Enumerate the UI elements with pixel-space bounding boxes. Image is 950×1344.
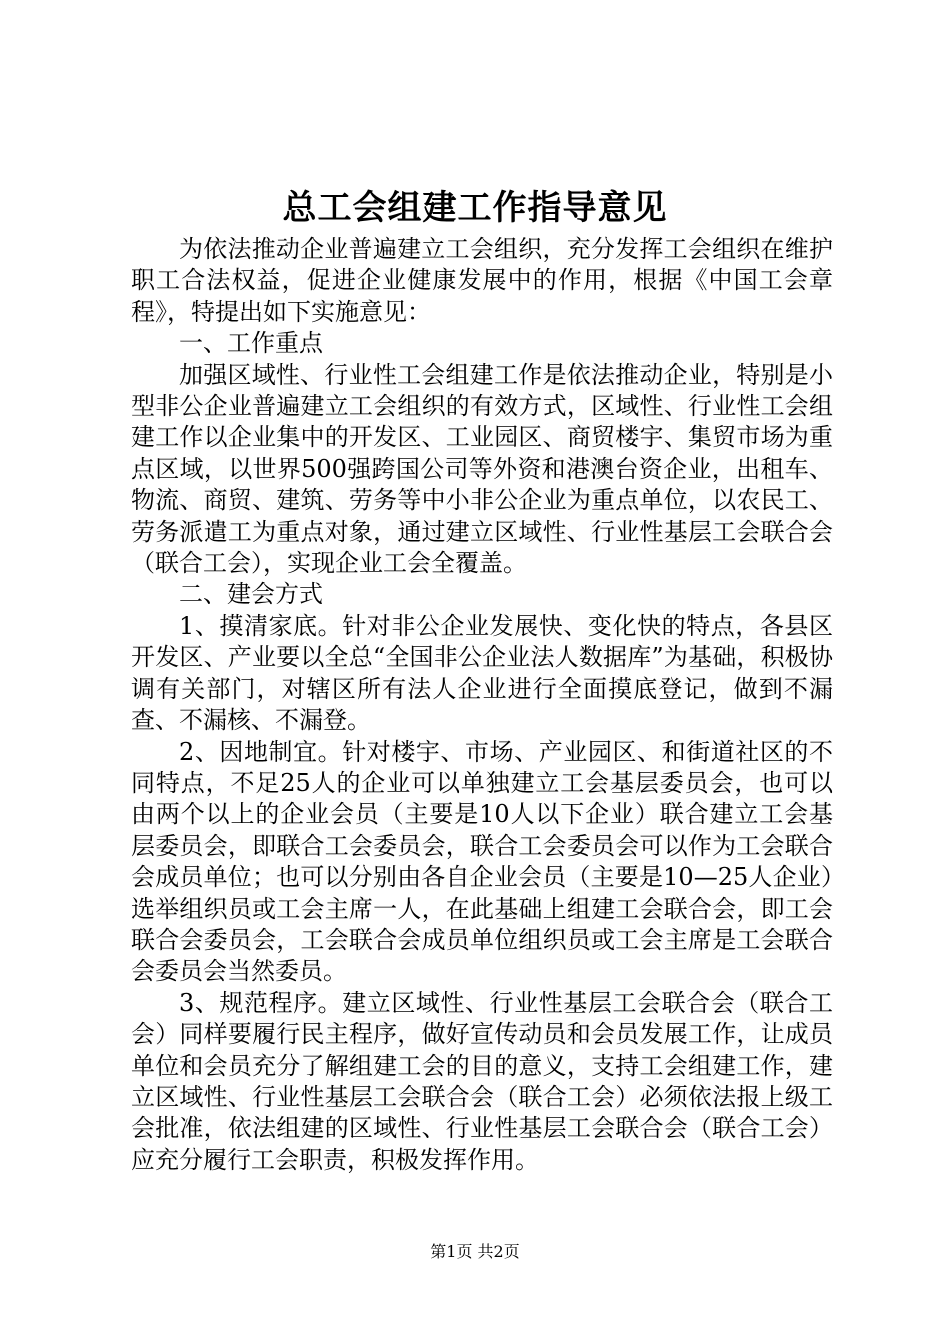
document-body bbox=[131, 234, 833, 1176]
page-footer: 第1页 共2页 bbox=[430, 1242, 520, 1261]
section-heading-work-focus: 一、工作重点 bbox=[179, 329, 323, 358]
method-item-1: 1、摸清家底。针对非公企业发展快、变化快的特点，各县区开发区、产业要以全总“全国非公企业法人数据库”为基础，积极协调有关部门，对辖区所有法人企业进行全面摸底登记，做到不漏查、不漏核、不漏登。 bbox=[131, 611, 833, 735]
intro-paragraph: 为依法推动企业普遍建立工会组织，充分发挥工会组织在维护职工合法权益，促进企业健康发展中的作用，根据《中国工会章程》，特提出如下实施意见： bbox=[131, 235, 833, 326]
method-item-2: 2、因地制宜。针对楼宇、市场、产业园区、和街道社区的不同特点，不足25人的企业可以单独建立工会基层委员会，也可以由两个以上的企业会员（主要是10人以下企业）联合建立工会基层委员会，即联合工会委员会，联合工会委员会可以作为工会联合会成员单位；也可以分别由各自企业会员（主要是10—25人企业）选举组织员或工会主席一人，在此基础上组建工会联合会，即工会联合会委员会，工会联合会成员单位组织员或工会主席是工会联合会委员会当然委员。 bbox=[131, 737, 833, 986]
method-item-3: 3、规范程序。建立区域性、行业性基层工会联合会（联合工会）同样要履行民主程序，做好宣传动员和会员发展工作，让成员单位和会员充分了解组建工会的目的意义，支持工会组建工作，建立区域性、行业性基层工会联合会（联合工会）必须依法报上级工会批准，依法组建的区域性、行业性基层工会联合会（联合工会）应充分履行工会职责，积极发挥作用。 bbox=[131, 988, 833, 1174]
section-heading-method: 二、建会方式 bbox=[179, 580, 323, 609]
document-title: 总工会组建工作指导意见 bbox=[282, 188, 668, 228]
work-focus-paragraph: 加强区域性、行业性工会组建工作是依法推动企业，特别是小型非公企业普遍建立工会组织的有效方式，区域性、行业性工会组建工作以企业集中的开发区、工业园区、商贸楼宇、集贸市场为重点区域，以世界500强跨国公司等外资和港澳台资企业，出租车、物流、商贸、建筑、劳务等中小非公企业为重点单位，以农民工、劳务派遣工为重点对象，通过建立区域性、行业性基层工会联合会（联合工会），实现企业工会全覆盖。 bbox=[131, 360, 833, 578]
